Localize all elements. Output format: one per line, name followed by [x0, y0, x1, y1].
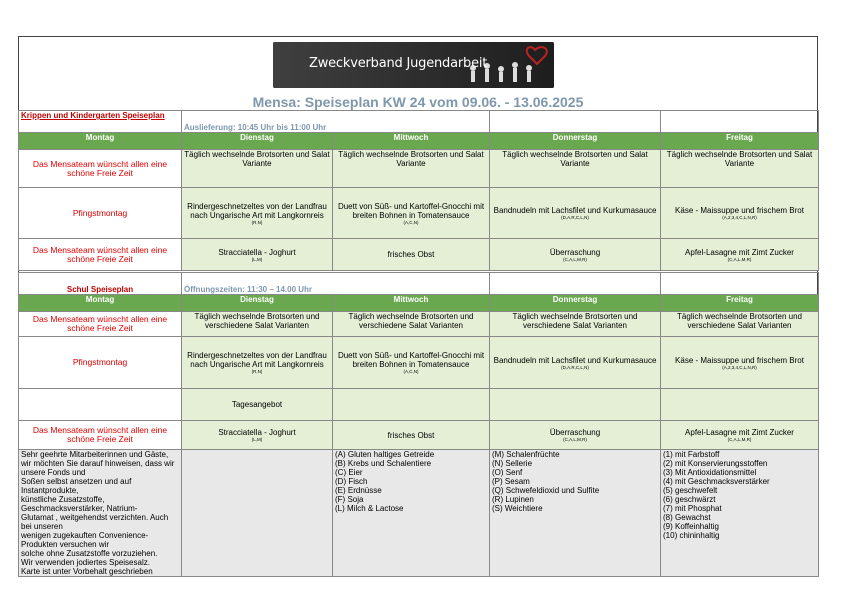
menu-cell: Täglich wechselnde Brotsorten und Salat Variante [490, 150, 661, 188]
menu-cell [333, 389, 490, 421]
menu-cell: Täglich wechselnde Brotsorten und verschiedene Salat Varianten [182, 312, 333, 337]
allergen-legend [19, 450, 819, 577]
menu-cell: Täglich wechselnde Brotsorten und Salat Variante [182, 150, 333, 188]
legend-note: Sehr geehrte Mitarbeiterinnen und Gäste, wir möchten Sie darauf hinweisen, dass wir unsere Fonds und Soßen selbst ansetzen und auf Instantprodukte, künstliche Zusatzstoffe, Geschmacksverstärker, Natrium- Glutamat , weitgehendst verzichten. Auch bei unseren wenigen zugekauften Convenience-Produkten versuchen wir solche ohne Zusatzstoffe vorzuziehen. Wir verwenden jodiertes Speisesalz. Karte ist unter Vorbehalt geschrieben [19, 450, 182, 577]
menu-cell: Käse - Maissuppe und frischem Brot (A,2,3,4,C,L,N,R) [661, 337, 819, 389]
menu-cell: frisches Obst [333, 239, 490, 271]
krippe-table [18, 110, 819, 271]
menu-cell: Bandnudeln mit Lachsfilet und Kurkumasauce (D,A,R,C,L,N) [490, 337, 661, 389]
menu-cell: Stracciatella - Joghurt (L,M) [182, 421, 333, 450]
krippe-row-2 [19, 188, 819, 239]
menu-cell: Käse - Maissuppe und frischem Brot (A,2,3,4,C,L,N,R) [661, 188, 819, 239]
schule-row-1 [19, 312, 819, 337]
menu-cell: Stracciatella - Joghurt (L,M) [182, 239, 333, 271]
menu-cell: Rindergeschnetzeltes von der Landfrau nach Ungarische Art mit Langkornreis (R,N) [182, 188, 333, 239]
menu-cell: Apfel-Lasagne mit Zimt Zucker (C,A,L,M,R) [661, 421, 819, 450]
menu-cell [661, 389, 819, 421]
monday-note: Pfingstmontag [19, 188, 182, 239]
day-header-wed: Mittwoch [333, 133, 490, 150]
monday-note: Das Mensateam wünscht allen eine schöne Freie Zeit [19, 150, 182, 188]
day-header-wed: Mittwoch [333, 295, 490, 312]
day-header-mon: Montag [19, 295, 182, 312]
menu-cell: Täglich wechselnde Brotsorten und Salat Variante [333, 150, 490, 188]
monday-note: Das Mensateam wünscht allen eine schöne Freie Zeit [19, 312, 182, 337]
menu-cell: Überraschung (C,A,L,M,R) [490, 239, 661, 271]
menu-cell: Überraschung (C,A,L,M,R) [490, 421, 661, 450]
monday-note: Das Mensateam wünscht allen eine schöne Freie Zeit [19, 239, 182, 271]
legend-allergens-2: (M) Schalenfrüchte (N) Sellerie (O) Senf (P) Sesam (Q) Schwefeldioxid und Sulfite (R) Lupinen (S) Weichtiere [490, 450, 661, 577]
day-header-tue: Dienstag [182, 295, 333, 312]
menu-cell: Täglich wechselnde Brotsorten und Salat Variante [661, 150, 819, 188]
org-name: Zweckverband Jugendarbeit [309, 56, 488, 71]
menu-cell: Apfel-Lasagne mit Zimt Zucker (C,A,L,M,R) [661, 239, 819, 271]
day-header-thu: Donnerstag [490, 133, 661, 150]
menu-cell: Bandnudeln mit Lachsfilet und Kurkumasauce (D,A,R,C,L,N) [490, 188, 661, 239]
legend-additives: (1) mit Farbstoff (2) mit Konservierungsstoffen (3) Mit Antioxidationsmittel (4) mit Geschmacksverstärker (5) geschwefelt (6) geschwärzt (7) mit Phosphat (8) Gewachst (9) Koffeinhaltig (10) chininhaltig [661, 450, 819, 577]
monday-note: Das Mensateam wünscht allen eine schöne Freie Zeit [19, 421, 182, 450]
menu-cell: Duett von Süß- und Kartoffel-Gnocchi mit breiten Bohnen in Tomatensauce (A,C,N) [333, 188, 490, 239]
menu-cell: Tagesangebot [182, 389, 333, 421]
krippe-info: Auslieferung: 10:45 Uhr bis 11:00 Uhr [182, 111, 490, 133]
krippe-row-1 [19, 150, 819, 188]
day-header-tue: Dienstag [182, 133, 333, 150]
menu-cell: Täglich wechselnde Brotsorten und verschiedene Salat Varianten [333, 312, 490, 337]
menu-cell: Täglich wechselnde Brotsorten und verschiedene Salat Varianten [490, 312, 661, 337]
krippe-section-title: Krippen und Kindergarten Speiseplan [19, 111, 182, 133]
schule-row-4 [19, 421, 819, 450]
menu-cell: Täglich wechselnde Brotsorten und verschiedene Salat Varianten [661, 312, 819, 337]
legend-allergens-1: (A) Gluten haltiges Getreide (B) Krebs und Schalentiere (C) Eier (D) Fisch (E) Erdnüsse (F) Soja (L) Milch & Lactose [333, 450, 490, 577]
day-header-thu: Donnerstag [490, 295, 661, 312]
menu-cell: Duett von Süß- und Kartoffel-Gnocchi mit breiten Bohnen in Tomatensauce (A,C,N) [333, 337, 490, 389]
monday-note [19, 389, 182, 421]
legend-empty [182, 450, 333, 577]
menu-cell: Rindergeschnetzeltes von der Landfrau nach Ungarische Art mit Langkornreis (R,N) [182, 337, 333, 389]
page-title: Mensa: Speiseplan KW 24 vom 09.06. - 13.06.2025 [252, 94, 584, 110]
day-header-mon: Montag [19, 133, 182, 150]
schule-info: Öffnungszeiten: 11:30 – 14.00 Uhr [182, 273, 490, 295]
schule-table [18, 272, 819, 577]
menu-cell [490, 389, 661, 421]
menu-cell: frisches Obst [333, 421, 490, 450]
monday-note: Pfingstmontag [19, 337, 182, 389]
krippe-row-3 [19, 239, 819, 271]
org-logo [273, 42, 554, 88]
schule-row-2 [19, 337, 819, 389]
schule-section-title: Schul Speiseplan [19, 273, 182, 295]
day-header-fri: Freitag [661, 295, 819, 312]
day-header-fri: Freitag [661, 133, 819, 150]
schule-row-3 [19, 389, 819, 421]
